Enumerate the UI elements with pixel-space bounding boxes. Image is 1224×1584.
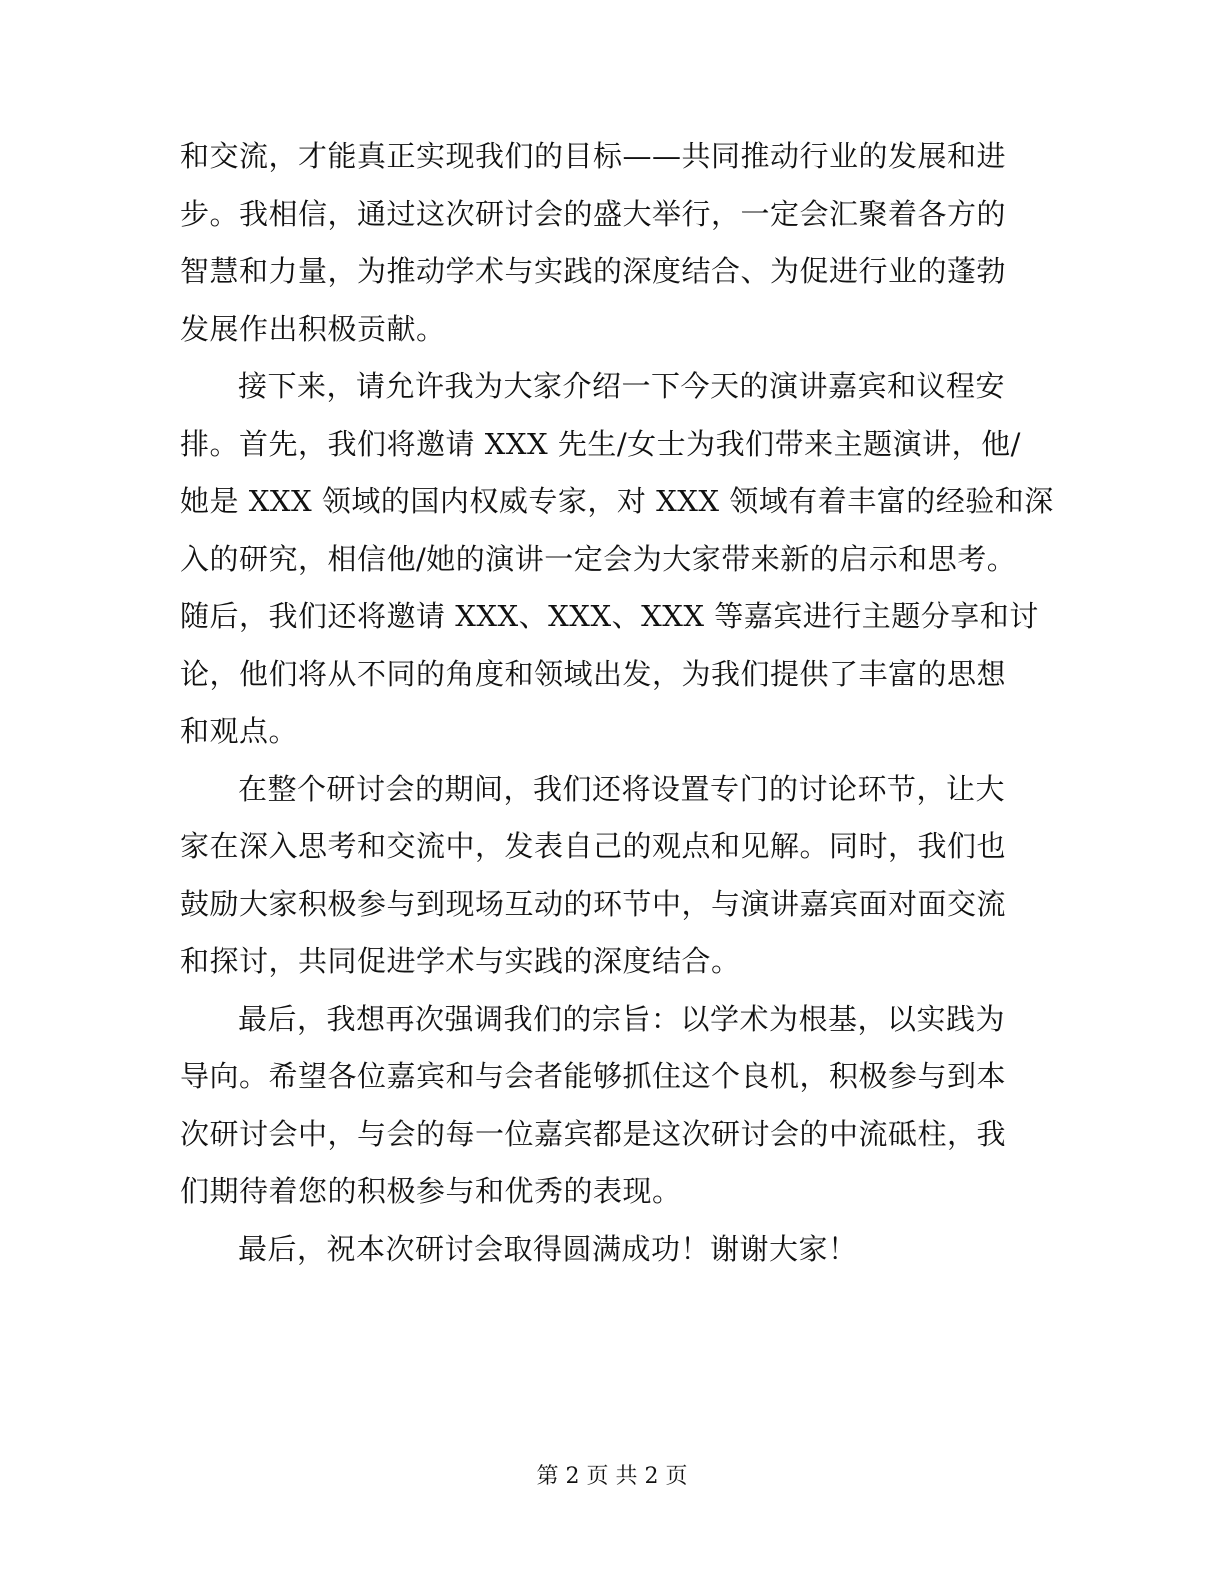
text-line: 家在深入思考和交流中，发表自己的观点和见解。同时，我们也 <box>180 829 1007 863</box>
text-line: 和探讨，共同促进学术与实践的深度结合。 <box>180 944 741 978</box>
document-body <box>180 128 1054 1278</box>
text-line: 她是 XXX 领域的国内权威专家，对 XXX 领域有着丰富的经验和深 <box>180 484 1054 518</box>
text-line: 排。首先，我们将邀请 XXX 先生/女士为我们带来主题演讲，他/ <box>180 426 1021 461</box>
text-line: 发展作出积极贡献。 <box>180 311 446 346</box>
text-line: 智慧和力量，为推动学术与实践的深度结合、为促进行业的蓬勃 <box>180 254 1007 288</box>
text-line: 次研讨会中，与会的每一位嘉宾都是这次研讨会的中流砥柱，我 <box>180 1116 1007 1151</box>
text-line: 和观点。 <box>180 714 299 748</box>
text-line: 步。我相信，通过这次研讨会的盛大举行，一定会汇聚着各方的 <box>180 196 1007 231</box>
text-line: 论，他们将从不同的角度和领域出发，为我们提供了丰富的思想 <box>180 656 1007 691</box>
paragraph-first-line: 最后，祝本次研讨会取得圆满成功！谢谢大家！ <box>238 1231 858 1266</box>
text-line: 随后，我们还将邀请 XXX、XXX、XXX 等嘉宾进行主题分享和讨 <box>180 599 1039 633</box>
page-number: 第 2 页 共 2 页 <box>536 1464 688 1489</box>
text-line: 入的研究，相信他/她的演讲一定会为大家带来新的启示和思考。 <box>180 541 1017 576</box>
text-line: 导向。希望各位嘉宾和与会者能够抓住这个良机，积极参与到本 <box>180 1059 1007 1093</box>
page-footer <box>0 1462 1224 1492</box>
text-line: 和交流，才能真正实现我们的目标——共同推动行业的发展和进 <box>180 139 1007 173</box>
paragraph-first-line: 最后，我想再次强调我们的宗旨：以学术为根基，以实践为 <box>238 1001 1006 1036</box>
paragraph-first-line: 接下来，请允许我为大家介绍一下今天的演讲嘉宾和议程安 <box>238 369 1006 403</box>
paragraph-first-line: 在整个研讨会的期间，我们还将设置专门的讨论环节，让大 <box>238 771 1006 806</box>
text-line: 们期待着您的积极参与和优秀的表现。 <box>180 1174 682 1208</box>
text-line: 鼓励大家积极参与到现场互动的环节中，与演讲嘉宾面对面交流 <box>180 886 1007 921</box>
